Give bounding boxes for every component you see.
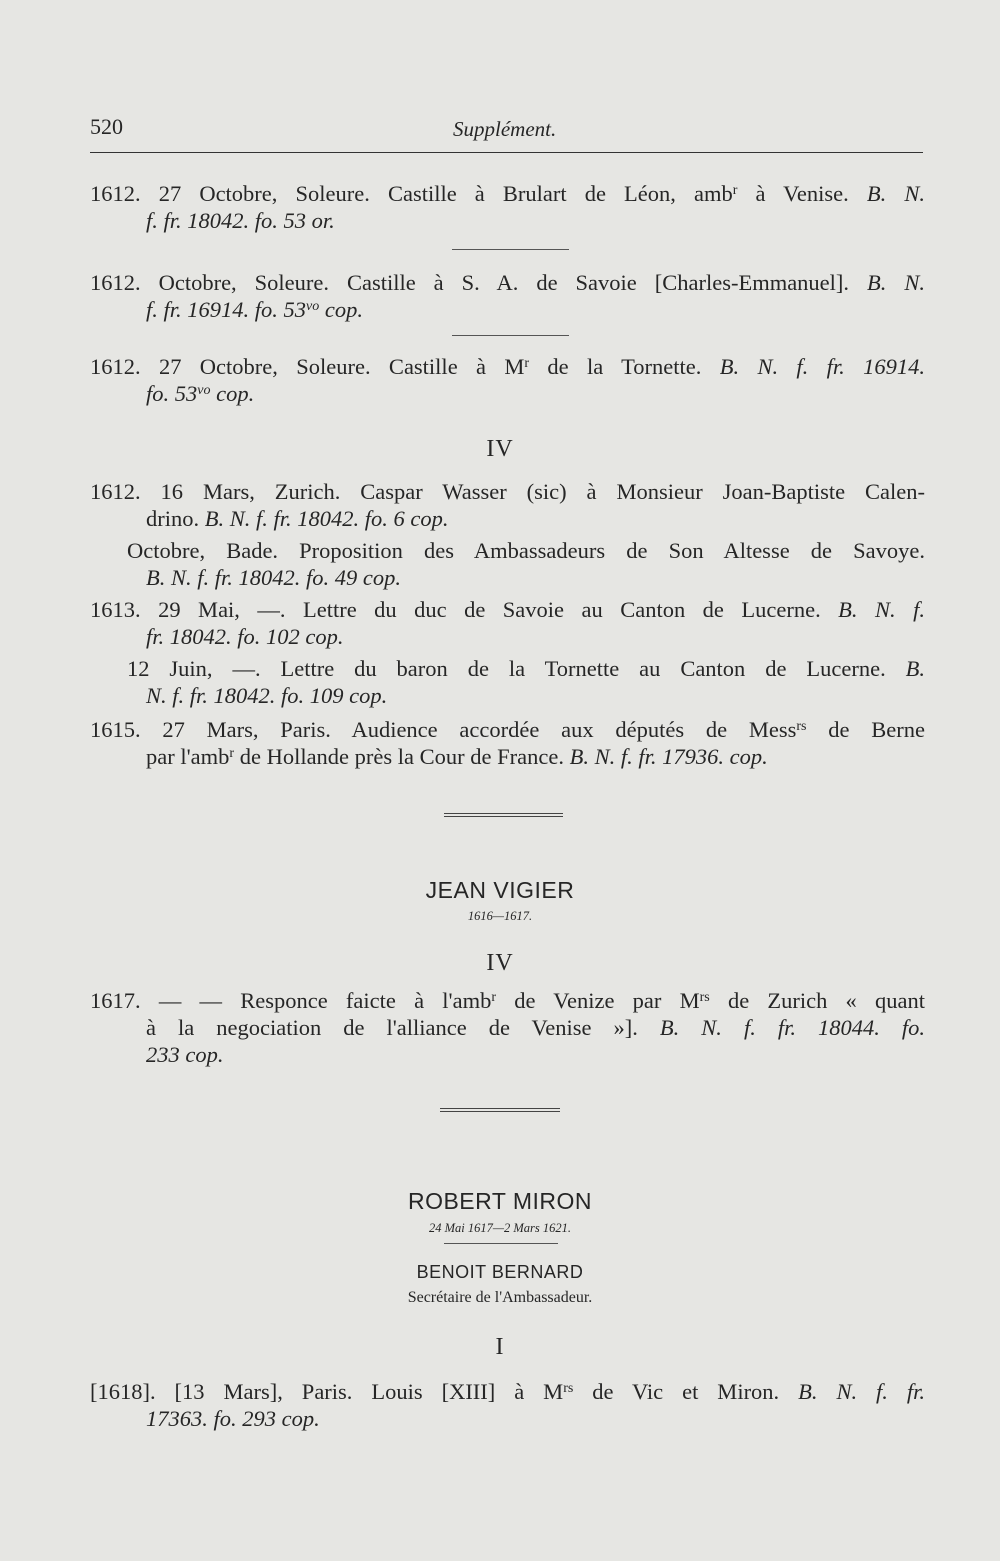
entry-separator [452, 335, 569, 336]
section-numeral: I [495, 1334, 505, 1360]
section-subtitle-role: Secrétaire de l'Ambassadeur. [407, 1289, 593, 1306]
page-number: 520 [90, 114, 123, 139]
section-numeral: IV [486, 436, 514, 462]
entry-1615-audience: 1615. 27 Mars, Paris. Audience accordée aux députés de Mess$^{rs}$ de Berne par l'amb$^r$ de Hollande près la Cour de France. B. N. f. fr. 17936. cop. [90, 717, 925, 769]
entry-1618-louis: [1618]. [13 Mars], Paris. Louis [XIII] à $M^{rs}$ de Vic et Miron. B. N. f. fr. 17363. fo. 293 cop. [90, 1379, 926, 1431]
section-title: JEAN VIGIER [425, 877, 575, 903]
entry-1613-lucerne: 1613. 29 Mai, —. Lettre du duc de Savoie au Canton de Lucerne. B. N. f. fr. 18042. fo. 102 cop. [90, 597, 925, 649]
entry-separator [452, 249, 569, 250]
entry-12-juin: 12 Juin, —. Lettre du baron de la Tornette au Canton de Lucerne. B. N. f. fr. 18042. fo. 109 cop. [127, 656, 925, 708]
section-subtitle: BENOIT BERNARD [416, 1262, 584, 1282]
section-divider [440, 1108, 560, 1112]
entry-1612-calendrino: 1612. 16 Mars, Zurich. Caspar Wasser (sic) à Monsieur Joan-Baptiste Calen- drino. B. N. f. fr. 18042. fo. 6 cop. [90, 479, 925, 531]
entry-1612-brulart: 1612. 27 Octobre, Soleure. Castille à Brulart de Léon, amb$^r$ à Venise. B. N. f. fr. 18042. fo. 53 or. [90, 181, 925, 233]
entry-1612-savoie: 1612. Octobre, Soleure. Castille à S. A. de Savoie [Charles-Emmanuel]. B. N. f. fr. 16914. fo. 53$^{vo}$ cop. [90, 270, 925, 322]
title-rule [444, 1243, 558, 1244]
section-divider [444, 813, 563, 817]
section-numeral: IV [486, 950, 514, 976]
entry-1617-responce: 1617. — — Responce faicte à l'amb$^r$ de Venize par $M^{rs}$ de Zurich « quant à la negociation de l'alliance de Venise »]. B. N. f. fr. 18044. fo. 233 cop. [90, 988, 926, 1067]
section-dates: 1616—1617. [467, 909, 533, 923]
section-title: ROBERT MIRON [407, 1188, 593, 1214]
header-rule [90, 152, 923, 153]
entry-octobre-bade: Octobre, Bade. Proposition des Ambassadeurs de Son Altesse de Savoye. B. N. f. fr. 18042. fo. 49 cop. [127, 538, 925, 590]
entry-1612-tornette: 1612. 27 Octobre, Soleure. Castille à $M^r$ de la Tornette. B. N. f. fr. 16914. fo. 53$^{vo}$ cop. [90, 354, 925, 406]
running-header: Supplément. [453, 117, 557, 141]
section-dates: 24 Mai 1617—2 Mars 1621. [428, 1221, 572, 1235]
